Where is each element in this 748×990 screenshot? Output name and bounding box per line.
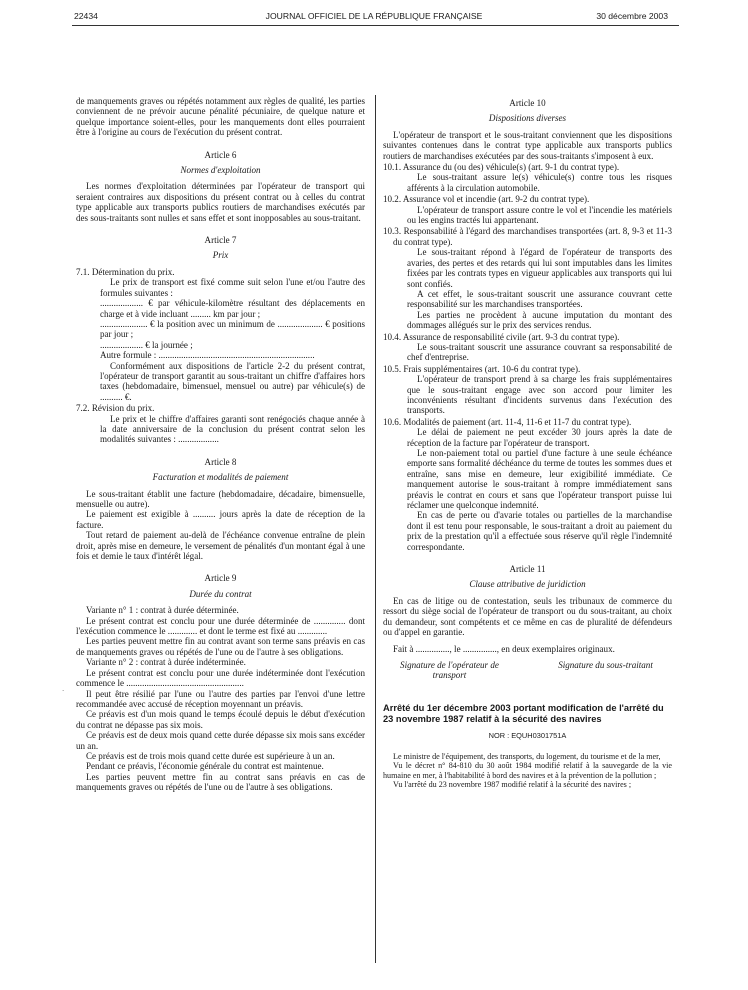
article-10-subtitle: Dispositions diverses [488,113,567,124]
item-10-6-p2: Le non-paiement total ou partiel d'une facture à une seule échéance emporte sans formalité déchéance du terme de toutes les sommes dues et entraîne, sans mise en demeure, leur exigibilité immédiate. Ce manquement autorise le sous-traitant à rompre immédiatement sans préavis le contrat en cours et sans que l'opérateur transport puisse lui réclamer une quelconque indemnité. [407,448,672,511]
intro-paragraph: de manquements graves ou répétés notamment aux règles de qualité, les parties conviennent de ne prévoir aucune pénalité pécuniaire, de quelque nature et quelque importance soient-elles, pour les manquements dont elles pourraient être à l'origine au cours de l'exécution du présent contrat. [76,96,365,138]
margin-mark: ` [62,689,65,697]
article-9-p5: Le présent contrat est conclu pour une durée indéterminée dont l'exécution commence le .................................................... [76,667,365,689]
article-8-p3: Tout retard de paiement au-delà de l'échéance convenue entraîne de plein droit, après mise en demeure, le versement de pénalités d'un montant égal à une fois et demie le taux d'intérêt légal. [76,530,365,562]
article-9-p11: Les parties peuvent mettre fin au contrat sans préavis en cas de manquements graves ou répétés de l'une ou de l'autre à ses obligations. [76,771,365,793]
item-10-6-p1: Le délai de paiement ne peut excéder 30 jours après la date de réception de la facture par l'opérateur de transport. [407,427,672,448]
article-6-subtitle: Normes d'exploitation [180,165,261,176]
page-number: 22434 [74,11,98,21]
journal-title: JOURNAL OFFICIEL DE LA RÉPUBLIQUE FRANÇAISE [265,11,483,21]
signature-subcontractor: Signature du sous-traitant [558,659,653,670]
article-8-p2: Le paiement est exigible à .......... jours après la date de réception de la facture. [76,509,365,530]
article-9-subtitle: Durée du contrat [189,588,252,599]
header-rule [72,25,679,26]
article-8-p1: Le sous-traitant établit une facture (hebdomadaire, décadaire, bimensuelle, mensuelle ou autre). [76,488,365,509]
item-10-6-p3: En cas de perte ou d'avarie totales ou partielles de la marchandise dont il est tenu pour responsable, le sous-traitant a droit au paiement du prix de la prestation qu'il a effectuée sous réserve qu'il règle l'indemnité correspondante. [407,510,672,552]
signature-block [383,660,672,681]
article-9-p8: Ce préavis est de deux mois quand cette durée dépasse six mois sans excéder un an. [76,730,365,751]
decree-p1: Le ministre de l'équipement, des transports, du logement, du tourisme et de la mer, [393,751,661,761]
article-7-1-line2: ..................... € la position avec un minimum de .................... € positions par jour ; [100,318,365,340]
article-6-title: Article 6 [204,149,237,160]
item-10-2: 10.2. Assurance vol et incendie (art. 9-2 du contrat type). [383,194,590,205]
column-divider [375,95,376,963]
article-9-p9: Ce préavis est de trois mois quand cette durée est supérieure à un an. [86,750,335,761]
article-7-1-p1: Le prix de transport est fixé comme suit selon l'une et/ou l'autre des formules suivantes : [100,277,365,298]
article-9-p6: Il peut être résilié par l'une ou l'autre des parties par l'envoi d'une lettre recommandée avec accusé de réception moyennant un préavis. [76,688,365,709]
article-7-2-heading: 7.2. Révision du prix. [76,403,155,414]
item-10-6: 10.6. Modalités de paiement (art. 11-4, 11-6 et 11-7 du contrat type). [383,416,632,427]
decree-p2: Vu le décret n° 84-810 du 30 août 1984 modifié relatif à la sauvegarde de la vie humaine en mer, à l'habitabilité à bord des navires et à la prévention de la pollution ; [383,761,672,780]
article-10-title: Article 10 [509,98,546,108]
item-10-1: 10.1. Assurance du (ou des) véhicule(s) (art. 9-1 du contrat type). [383,162,620,173]
article-9-p4: Variante n° 2 : contrat à durée indéterminée. [86,657,246,668]
item-10-3-p3: Les parties ne procèdent à aucune imputation du montant des dommages allégués sur le prix des services rendus. [407,309,672,331]
article-8-title: Article 8 [204,456,237,467]
article-7-1-p2: Conformément aux dispositions de l'article 2-2 du présent contrat, l'opérateur de transport garantit au sous-traitant un chiffre d'affaires hors taxes (hebdomadaire, bimensuel, mensuel ou autre) par véhicule(s) de .......... €. [100,360,365,402]
item-10-3-p1: Le sous-traitant répond à l'égard de l'opérateur de transports des avaries, des pertes et des retards qui lui sont imputables dans les limites fixées par les contrats types en vigueur applicables aux transports qui lui sont confiés. [407,247,672,289]
article-8-subtitle: Facturation et modalités de paiement [152,472,289,483]
article-7-1-heading: 7.1. Détermination du prix. [76,266,175,277]
article-9-title: Article 9 [204,573,237,584]
item-10-5: 10.5. Frais supplémentaires (art. 10-6 du contrat type). [383,363,581,374]
article-6-text: Les normes d'exploitation déterminées par l'opérateur de transport qui seraient contraires aux dispositions du présent contrat ou à celles du contrat type applicable aux transports publics routiers de marchandises exécutés par des sous-traitants sont nulles et sans effet et sont inopposables au sous-traitant. [76,181,365,223]
page-header [0,9,748,23]
article-9-p10: Pendant ce préavis, l'économie générale du contrat est maintenue. [86,761,324,772]
item-10-1-text: Le sous-traitant assure le(s) véhicule(s) contre tous les risques afférents à la circulation automobile. [407,172,672,193]
item-10-4-text: Le sous-traitant souscrit une assurance couvrant sa responsabilité de chef d'entreprise. [407,341,672,363]
item-10-3: 10.3. Responsabilité à l'égard des marchandises transportées (art. 8, 9-3 et 11-3 du contrat type). [383,226,672,247]
item-10-3-p2: A cet effet, le sous-traitant souscrit une assurance couvrant cette responsabilité sur les marchandises transportées. [407,288,672,310]
article-11-subtitle: Clause attributive de juridiction [469,579,586,590]
right-column [383,96,672,790]
left-column [76,96,365,793]
article-10-intro: L'opérateur de transport et le sous-traitant conviennent que les dispositions suivantes contenues dans le contrat type applicable aux transports publics routiers de marchandises exécutées par des sous-traitants s'imposent à eux. [383,129,672,161]
article-9-p2: Le présent contrat est conclu pour une durée déterminée de .............. dont l'exécution commence le ............. et dont le terme est fixé au ............. [76,615,365,637]
article-7-1-line1: ................... € par véhicule-kilomètre résultant des déplacements en charge et à vide incluant ......... km par jour ; [100,298,365,319]
decree-p3: Vu l'arrêté du 23 novembre 1987 modifié relatif à la sécurité des navires ; [393,780,632,790]
publication-date: 30 décembre 2003 [596,11,668,21]
item-10-4: 10.4. Assurance de responsabilité civile (art. 9-3 du contrat type). [383,331,620,342]
article-9-p1: Variante n° 1 : contrat à durée déterminée. [86,605,239,616]
item-10-2-text: L'opérateur de transport assure contre le vol et l'incendie les matériels ou les engins tractés lui appartenant. [407,204,672,226]
article-7-1-line4: Autre formule : ..................................................................... [100,350,315,361]
article-11-text: En cas de litige ou de contestation, seuls les tribunaux de commerce du ressort du siège social de l'opérateur de transport ou du sous-traitant, au choix du demandeur, sont compétents et ce même en cas de pluralité de défendeurs ou d'appel en garantie. [383,595,672,638]
item-10-5-text: L'opérateur de transport prend à sa charge les frais supplémentaires que le sous-traitant engage avec son accord pour limiter les inconvénients résultant d'incidents survenus dans l'exécution des transports. [407,374,672,416]
article-7-2-text: Le prix et le chiffre d'affaires garanti sont renégociés chaque année à la date anniversaire de la conclusion du présent contrat selon les modalités suivantes : .................. [100,413,365,445]
article-9-p3: Les parties peuvent mettre fin au contrat avant son terme sans préavis en cas de manquements graves ou répétés de l'une ou de l'autre à ses obligations. [76,636,365,657]
article-7-1-line3: ................... € la journée ; [100,339,193,350]
article-7-title: Article 7 [204,235,237,246]
signature-operator: Signature de l'opérateur de transport [400,659,499,681]
decree-title: Arrêté du 1er décembre 2003 portant modification de l'arrêté du 23 novembre 1987 relatif à la sécurité des navires [383,702,664,724]
article-7-subtitle: Prix [212,250,229,261]
fait-line: Fait à ..............., le ..............., en deux exemplaires originaux. [393,643,615,654]
article-9-p7: Ce préavis est d'un mois quand le temps écoulé depuis le début d'exécution du contrat ne dépasse pas six mois. [76,709,365,730]
article-11-title: Article 11 [509,564,546,575]
nor-reference: NOR : EQUH0301751A [488,731,567,741]
